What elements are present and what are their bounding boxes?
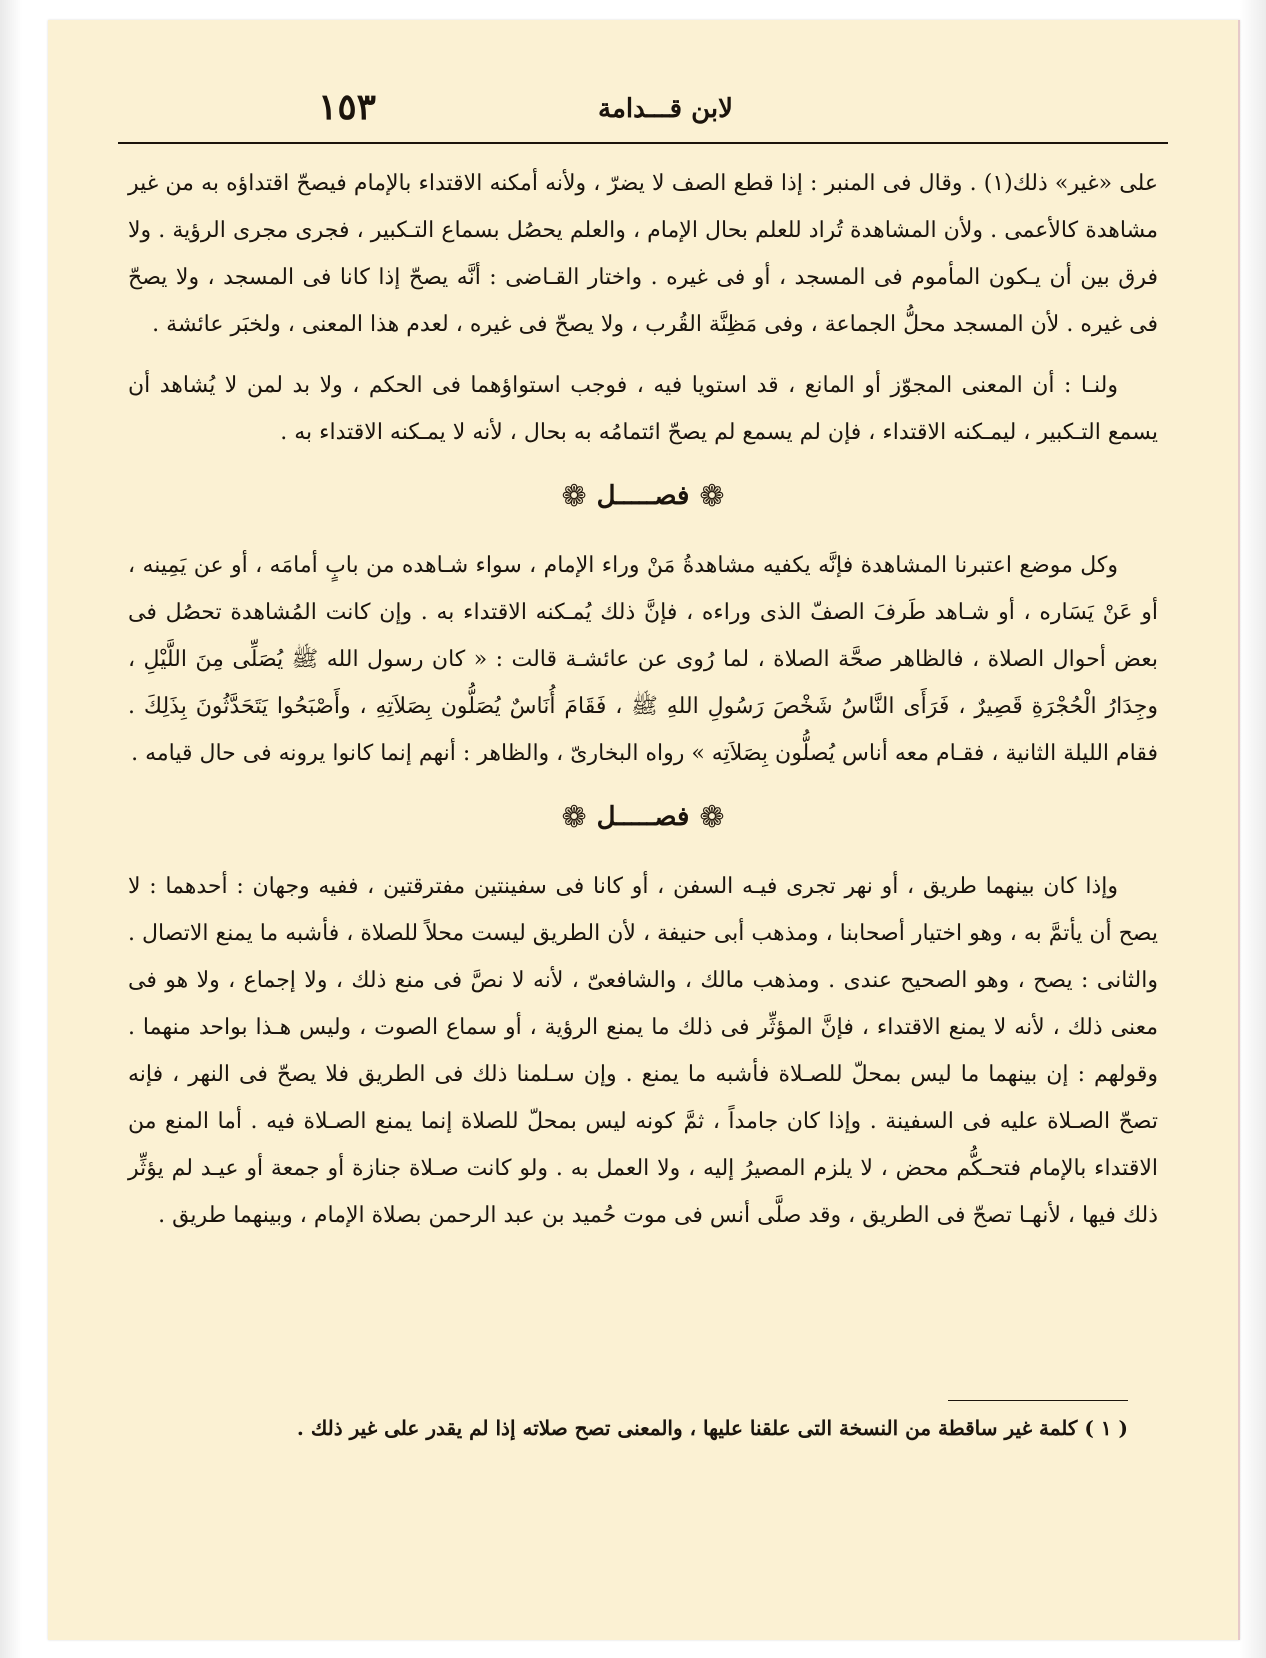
footnote: ( ١ ) كلمة غير ساقطة من النسخة التى علقنا عليها ، والمعنى تصح صلاته إذا لم يقدر على غير ذلك . bbox=[296, 1416, 1128, 1440]
page-header bbox=[118, 80, 1168, 150]
paragraph-4: وإذا كان بينهما طريق ، أو نهر تجرى فيـه السفن ، أو كانا فى سفينتين مفترقتين ، ففيه وجهان : أحدهما : لا يصح أن يأتمَّ به ، وهو اختيار أصحابنا ، ومذهب أبى حنيفة ، لأن الطريق ليست محلاً للصلاة ، فأشبه ما يمنع الاتصال . والثانى : يصح ، وهو الصحيح عندى . ومذهب مالك ، والشافعىّ ، لأنه لا نصَّ فى منع ذلك ، ولا إجماع ، ولا هو فى معنى ذلك ، لأنه لا يمنع الاقتداء ، فإنَّ المؤثِّر فى ذلك ما يمنع الرؤية ، أو سماع الصوت ، وليس هـذا بواحد منهما . وقولهم : إن بينهما ما ليس بمحلّ للصـلاة فأشبه ما يمنع . وإن سـلمنا ذلك فى الطريق فلا يصحّ فى النهر ، فإنه تصحّ الصـلاة عليه فى السفينة . وإذا كان جامداً ، ثمَّ كونه ليس بمحلّ للصلاة إنما يمنع الصـلاة فيه . أما المنع من الاقتداء بالإمام فتحـكُّم محض ، لا يلزم المصيرُ إليه ، ولا العمل به . ولو كانت صـلاة جنازة أو جمعة أو عيـد لم يؤثِّر ذلك فيها ، لأنهـا تصحّ فى الطريق ، وقد صلَّى أنس فى موت حُميد بن عبد الرحمن بصلاة الإمام ، وبينهما طريق . bbox=[128, 874, 1158, 1228]
paragraph-2: ولنـا : أن المعنى المجوّز أو المانع ، قد استويا فيه ، فوجب استواؤهما فى الحكم ، ولا بد لمن لا يُشاهد أن يسمع التـكبير ، ليمـكنه الاقتداء ، فإن لم يسمع لم يصحّ ائتمامُه به بحال ، لأنه لا يمـكنه الاقتداء به . bbox=[128, 373, 1158, 445]
paragraph-1: على «غير» ذلك(١) . وقال فى المنبر : إذا قطع الصف لا يضرّ ، ولأنه أمكنه الاقتداء بالإمام فيصحّ اقتداؤه به من غير مشاهدة كالأعمى . ولأن المشاهدة تُراد للعلم بحال الإمام ، والعلم يحصُل بسماع التـكبير ، فجرى مجرى الرؤية . ولا فرق بين أن يـكون المأموم فى المسجد ، أو فى غيره . واختار القـاضى : أنَّه يصحّ إذا كانا فى المسجد ، ولا يصحّ فى غيره . لأن المسجد محلُّ الجماعة ، وفى مَظِنَّة القُرب ، ولا يصحّ فى غيره ، لعدم هذا المعنى ، ولخبَر عائشة . bbox=[128, 171, 1159, 337]
ornament-icon: ❁ bbox=[561, 478, 587, 514]
paragraph-3: وكل موضع اعتبرنا المشاهدة فإنَّه يكفيه مشاهدةُ مَنْ وراء الإمام ، سواء شـاهده من بابٍ أمامَه ، أو عن يَمِينه ، أو عَنْ يَسَاره ، أو شـاهد طَرفَ الصفّ الذى وراءه ، فإنَّ ذلك يُمـكنه الاقتداء به . وإن كانت المُشاهدة تحصُل فى بعض أحوال الصلاة ، فالظاهر صحَّة الصلاة ، لما رُوى عن عائشـة قالت : « كان رسول الله ﷺ يُصَلِّى مِنَ اللَّيْلِ ، وجِدَارُ الْحُجْرَةِ قَصِيرٌ ، فَرَأَى النَّاسُ شَخْصَ رَسُولِ اللهِ ﷺ ، فَقَامَ أُنَاسٌ يُصَلُّون بِصَلاَتِهِ ، وأَصْبَحُوا يَتَحَدَّثُونَ بِذَلِكَ . فقام الليلة الثانية ، فقـام معه أناس يُصلُّون بِصَلاَتِه » رواه البخارىّ ، والظاهر : أنهم إنما كانوا يرونه فى حال قيامه . bbox=[128, 553, 1158, 766]
book-page bbox=[48, 20, 1240, 1640]
section-label-2: فصـــــل bbox=[596, 802, 690, 832]
running-title: لابن قـــدامة bbox=[598, 94, 733, 124]
ornament-icon: ❁ bbox=[699, 478, 725, 514]
section-label-1: فصـــــل bbox=[596, 481, 690, 511]
ornament-icon: ❁ bbox=[699, 799, 725, 835]
page-number: ١٥٣ bbox=[318, 86, 377, 128]
section-divider-1 bbox=[128, 464, 1158, 528]
ornament-icon: ❁ bbox=[561, 799, 587, 835]
body-text bbox=[128, 160, 1158, 1239]
header-rule bbox=[118, 142, 1168, 144]
section-divider-2 bbox=[128, 785, 1158, 849]
footnote-rule bbox=[948, 1400, 1128, 1401]
